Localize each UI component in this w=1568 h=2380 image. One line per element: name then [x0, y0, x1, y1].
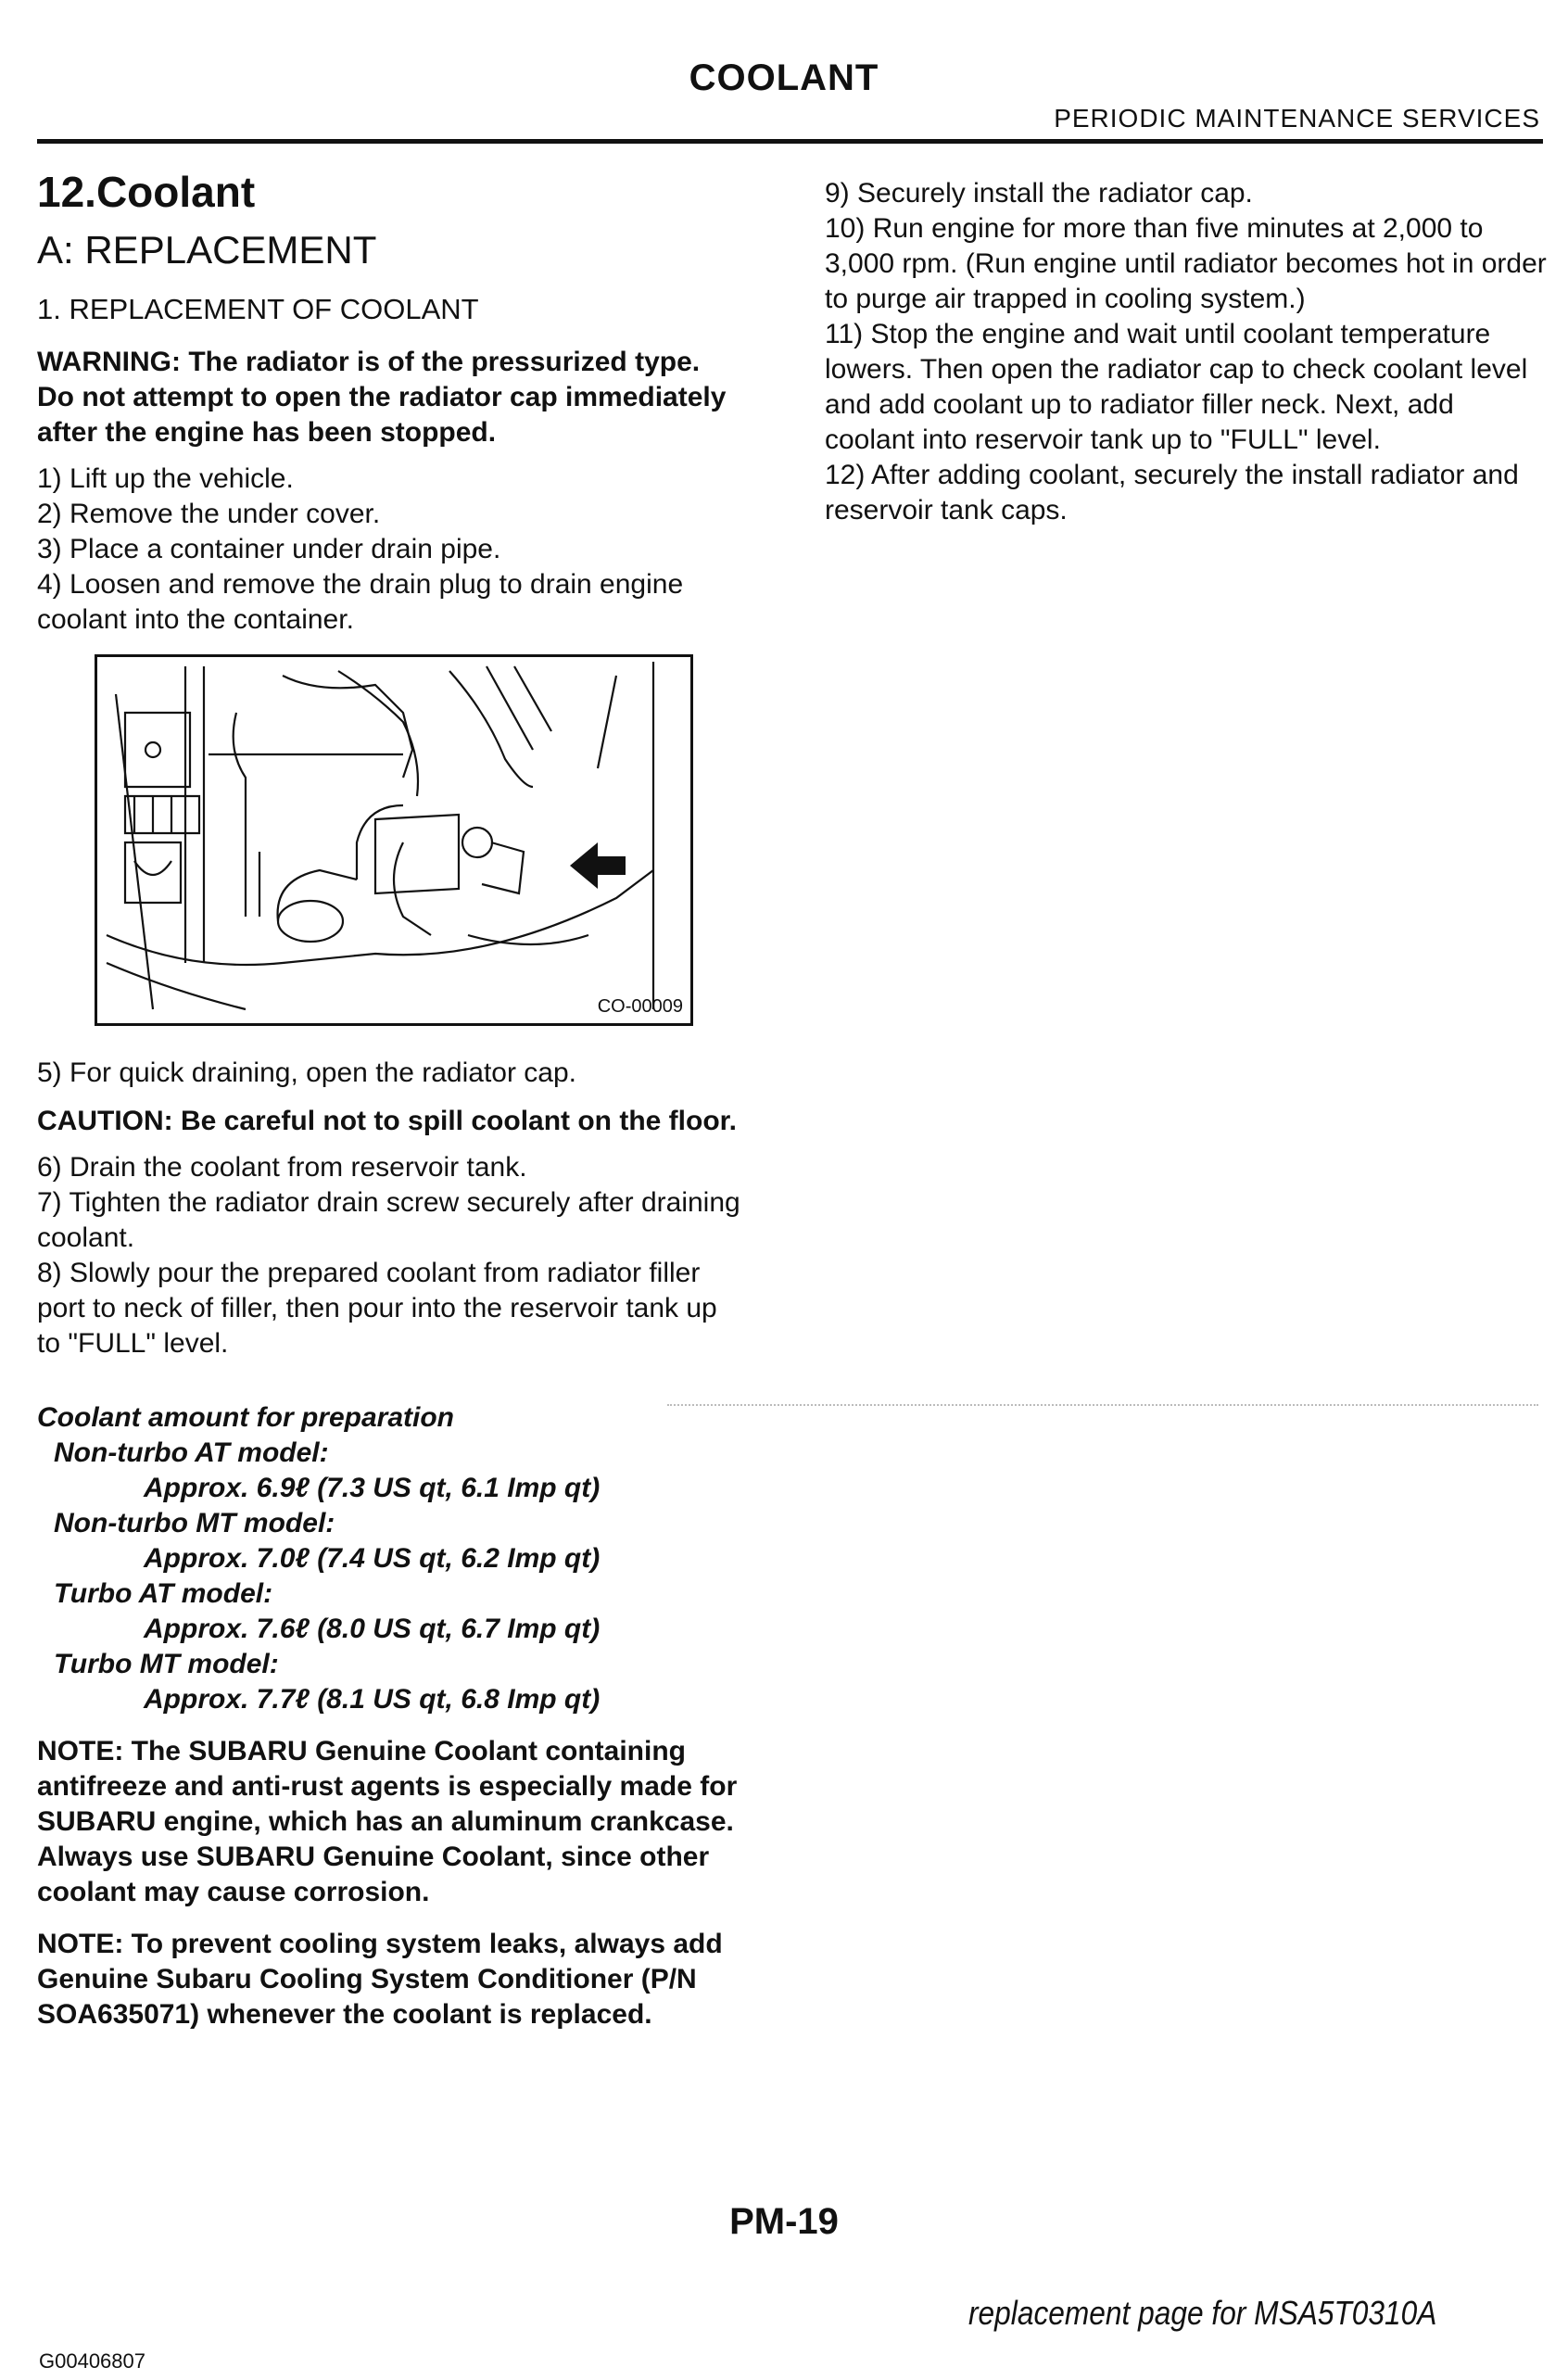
procedure-heading: 1. REPLACEMENT OF COOLANT — [37, 293, 479, 325]
step-item: 10) Run engine for more than five minutes at 2,000 to 3,000 rpm. (Run engine until radiator becomes hot in order to purge air trapped in cooling system.) — [825, 213, 1547, 314]
coolant-spec-block — [37, 1400, 741, 1717]
step-item: 6) Drain the coolant from reservoir tank. — [37, 1152, 527, 1183]
note-genuine-coolant: NOTE: The SUBARU Genuine Coolant containing antifreeze and anti-rust agents is especially made for SUBARU engine, which has an aluminum crankcase. Always use SUBARU Genuine Coolant, since other coolant may cause corrosion. — [37, 1736, 738, 1907]
scan-dotted-line — [667, 1404, 1538, 1406]
step-item: 8) Slowly pour the prepared coolant from radiator filler port to neck of filler, then pour into the reservoir tank up to "FULL" level. — [37, 1258, 717, 1359]
step-item: 4) Loosen and remove the drain plug to drain engine coolant into the container. — [37, 569, 684, 635]
step-item: 3) Place a container under drain pipe. — [37, 534, 501, 564]
page-title: COOLANT — [689, 57, 879, 98]
replacement-note: replacement page for MSA5T0310A — [968, 2294, 1437, 2332]
figure-code: CO-00009 — [597, 996, 683, 1017]
step-item: 5) For quick draining, open the radiator cap. — [37, 1057, 576, 1088]
header-rule — [37, 139, 1543, 144]
warning-text: WARNING: The radiator is of the pressurized type. Do not attempt to open the radiator cap immediately after the engine has been stopped. — [37, 347, 727, 448]
drain-plug-figure — [95, 654, 693, 1026]
step-item: 9) Securely install the radiator cap. — [825, 178, 1253, 209]
drain-plug-illustration — [97, 657, 690, 1023]
spec-value: Approx. 7.6ℓ (8.0 US qt, 6.7 Imp qt) — [144, 1614, 601, 1644]
spec-title: Coolant amount for preparation — [37, 1402, 454, 1433]
note-cooling-conditioner: NOTE: To prevent cooling system leaks, always add Genuine Subaru Cooling System Conditioner (P/N SOA635071) whenever the coolant is replaced. — [37, 1929, 723, 2030]
section-title: PERIODIC MAINTENANCE SERVICES — [1054, 104, 1540, 133]
left-column — [37, 167, 741, 2032]
spec-value: Approx. 6.9ℓ (7.3 US qt, 6.1 Imp qt) — [144, 1473, 601, 1503]
spec-model: Turbo AT model: — [54, 1578, 273, 1609]
spec-value: Approx. 7.7ℓ (8.1 US qt, 6.8 Imp qt) — [144, 1684, 601, 1715]
page-number: PM-19 — [729, 2201, 839, 2242]
step-item: 2) Remove the under cover. — [37, 499, 381, 529]
section-heading: 12.Coolant — [37, 168, 256, 216]
step-item: 12) After adding coolant, securely the install radiator and reservoir tank caps. — [825, 460, 1519, 525]
spec-value: Approx. 7.0ℓ (7.4 US qt, 6.2 Imp qt) — [144, 1543, 601, 1574]
steps-list-a — [37, 462, 741, 638]
step-item: 7) Tighten the radiator drain screw securely after draining coolant. — [37, 1187, 740, 1253]
document-id: G00406807 — [39, 2349, 145, 2373]
step-item: 1) Lift up the vehicle. — [37, 463, 294, 494]
subsection-heading: A: REPLACEMENT — [37, 228, 377, 272]
spec-model: Non-turbo MT model: — [54, 1508, 335, 1538]
right-column — [825, 176, 1548, 528]
spec-model: Non-turbo AT model: — [54, 1437, 329, 1468]
spec-model: Turbo MT model: — [54, 1649, 279, 1679]
caution-text: CAUTION: Be careful not to spill coolant on the floor. — [37, 1106, 738, 1136]
steps-list-b — [37, 1150, 741, 1361]
step-item: 11) Stop the engine and wait until coolant temperature lowers. Then open the radiator cap to check coolant level and add coolant up to radiator filler neck. Next, add coolant into reservoir tank up to "FULL" level. — [825, 319, 1528, 455]
